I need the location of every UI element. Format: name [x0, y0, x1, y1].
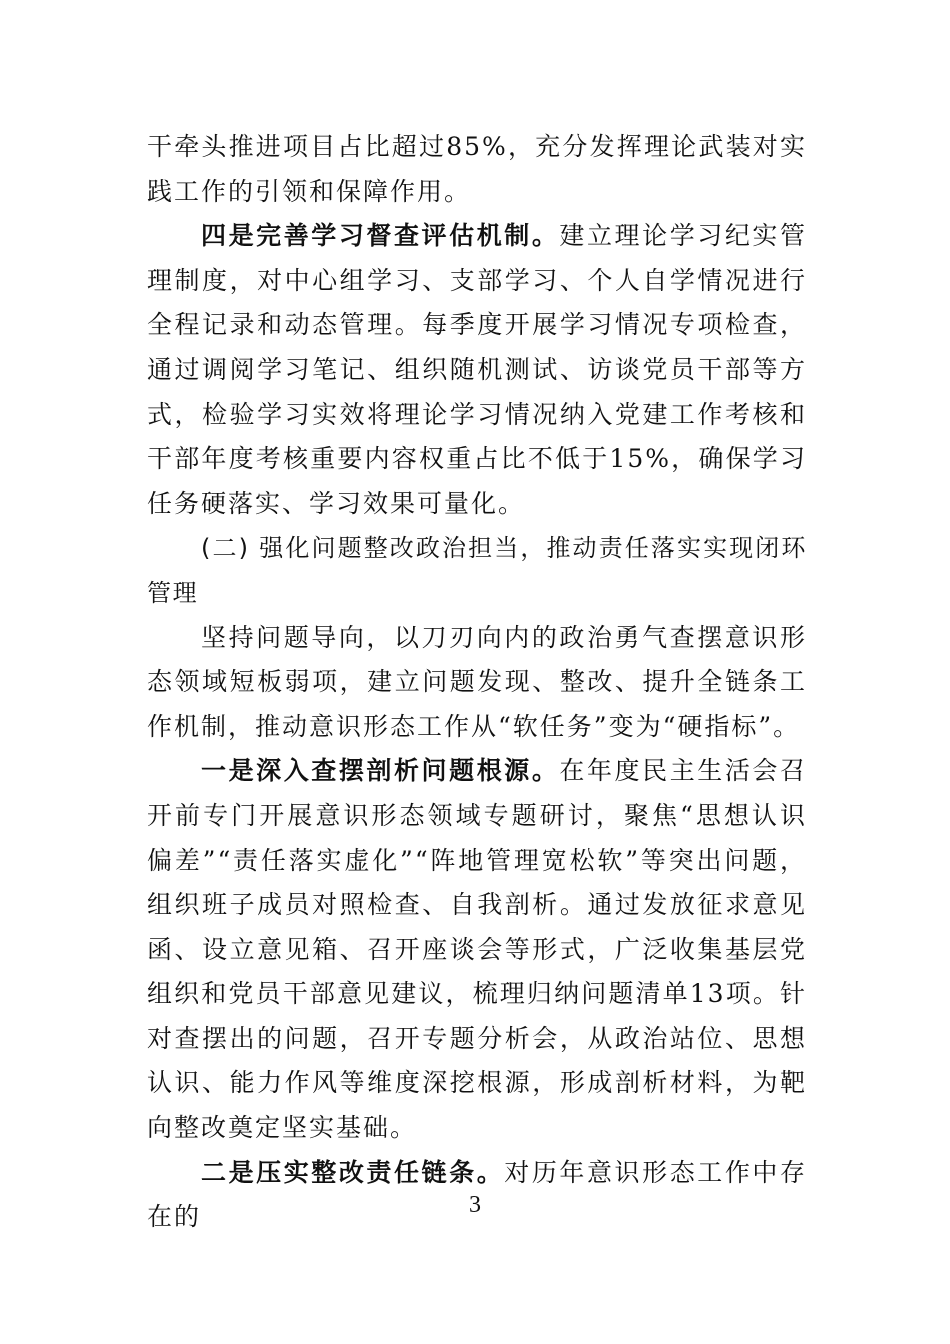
paragraph-text: 建立理论学习纪实管理制度，对中心组学习、支部学习、个人自学情况进行全程记录和动态管理。每季度开展学习情况专项检查，通过调阅学习笔记、组织随机测试、访谈党员干部等方式，检验学习实效将理论学习情况纳入党建工作考核和干部年度考核重要内容权重占比不低于15%，确保学习任务硬落实、学习效果可量化。 — [147, 221, 807, 518]
page-number: 3 — [469, 1192, 481, 1218]
section-heading — [147, 526, 807, 615]
paragraph-lead-heading: 四是完善学习督查评估机制。 — [201, 221, 560, 251]
paragraph-root-cause-analysis — [147, 749, 807, 1150]
paragraph-text: 干牵头推进项目占比超过85%，充分发挥理论武装对实践工作的引领和保障作用。 — [147, 132, 807, 206]
paragraph-text: 对历年意识形态工作中存在的 — [147, 1157, 807, 1232]
paragraph-supervision-mechanism — [147, 214, 807, 526]
section-heading-text: (二) 强化问题整改政治担当，推动责任落实实现闭环管理 — [147, 534, 807, 607]
paragraph-lead-heading: 二是压实整改责任链条。 — [201, 1157, 505, 1187]
paragraph-problem-orientation — [147, 616, 807, 750]
document-body — [147, 125, 807, 1240]
paragraph-continuation — [147, 125, 807, 214]
paragraph-lead-heading: 一是深入查摆剖析问题根源。 — [201, 756, 560, 786]
paragraph-text: 坚持问题导向，以刀刃向内的政治勇气查摆意识形态领域短板弱项，建立问题发现、整改、提升全链条工作机制，推动意识形态工作从“软任务”变为“硬指标”。 — [147, 622, 807, 741]
paragraph-text: 在年度民主生活会召开前专门开展意识形态领域专题研讨，聚焦“思想认识偏差”“责任落实虚化”“阵地管理宽松软”等突出问题，组织班子成员对照检查、自我剖析。通过发放征求意见函、设立意见箱、召开座谈会等形式，广泛收集基层党组织和党员干部意见建议，梳理归纳问题清单13项。针对查摆出的问题，召开专题分析会，从政治站位、思想认识、能力作风等维度深挖根源，形成剖析材料，为靶向整改奠定坚实基础。 — [147, 756, 807, 1143]
